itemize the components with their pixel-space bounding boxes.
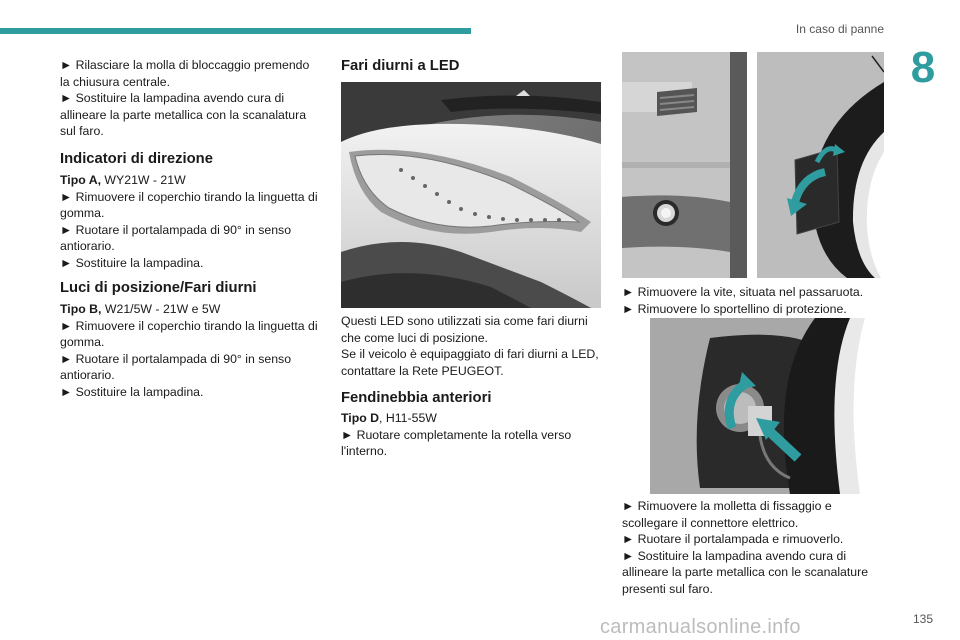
s5-step-1: ► Rimuovere la vite, situata nel passaruota.: [622, 285, 864, 299]
heading-indicatori: Indicatori di direzione: [60, 151, 213, 167]
type-b-label: Tipo B,: [60, 302, 102, 316]
type-d-value: , H11-55W: [379, 411, 437, 425]
wheel-arch-illustration: [757, 52, 884, 278]
type-b-value: W21/5W - 21W e 5W: [101, 302, 221, 316]
watermark: carmanualsonline.info: [600, 616, 801, 638]
type-d-label: Tipo D: [341, 411, 380, 425]
s6-step-1: ► Rimuovere la molletta di fissaggio e scollegare il connettore elettrico.: [622, 499, 832, 530]
s2-step-2: ► Ruotare il portalampada di 90° in senso antiorario.: [60, 351, 292, 383]
section-title: In caso di panne: [795, 22, 884, 36]
s2-step-3: ► Sostituire la lampadina.: [60, 384, 204, 399]
s1-step-1: ► Rimuovere il coperchio tirando la linguetta di gomma.: [60, 189, 318, 221]
s3-text-1: Questi LED sono utilizzati sia come fari diurni che come luci di posizione.: [341, 314, 588, 345]
header-accent-bar: [0, 28, 471, 34]
s2-step-1: ► Rimuovere il coperchio tirando la linguetta di gomma.: [60, 318, 318, 350]
page-number: 135: [912, 612, 933, 626]
intro-step-2: ► Sostituire la lampadina avendo cura di allineare la parte metallica con la scanalatura sul faro.: [60, 91, 307, 139]
figure-led-headlight: [341, 82, 601, 308]
s1-step-2: ► Ruotare il portalampada di 90° in senso antiorario.: [60, 222, 292, 254]
figure-wheel-arch: [757, 52, 884, 278]
s4-step-1: ► Ruotare completamente la rotella verso l'interno.: [341, 427, 572, 459]
heading-luci-posizione: Luci di posizione/Fari diurni: [60, 280, 257, 296]
heading-fari-led: Fari diurni a LED: [341, 58, 460, 74]
s3-text-2: Se il veicolo è equipaggiato di fari diurni a LED, contattare la Rete PEUGEOT.: [341, 347, 599, 378]
type-a-value: WY21W - 21W: [101, 173, 186, 187]
s6-step-3: ► Sostituire la lampadina avendo cura di allineare la parte metallica con le scanalature presenti sul faro.: [622, 548, 869, 596]
intro-step-1: ► Rilasciare la molla di bloccaggio premendo la chiusura centrale.: [60, 58, 310, 89]
headlight-illustration: [341, 82, 601, 308]
s6-step-2: ► Ruotare il portalampada e rimuoverlo.: [622, 532, 844, 547]
figure-front-bumper: [622, 52, 747, 278]
bumper-illustration: [622, 52, 747, 278]
figure-bulb-holder: [650, 318, 884, 494]
bulb-holder-illustration: [650, 318, 884, 494]
s1-step-3: ► Sostituire la lampadina.: [60, 255, 204, 270]
s5-step-2: ► Rimuovere lo sportellino di protezione.: [622, 301, 847, 316]
chapter-number: 8: [910, 43, 936, 92]
type-a-label: Tipo A,: [60, 173, 101, 187]
heading-fendinebbia: Fendinebbia anteriori: [341, 390, 492, 406]
